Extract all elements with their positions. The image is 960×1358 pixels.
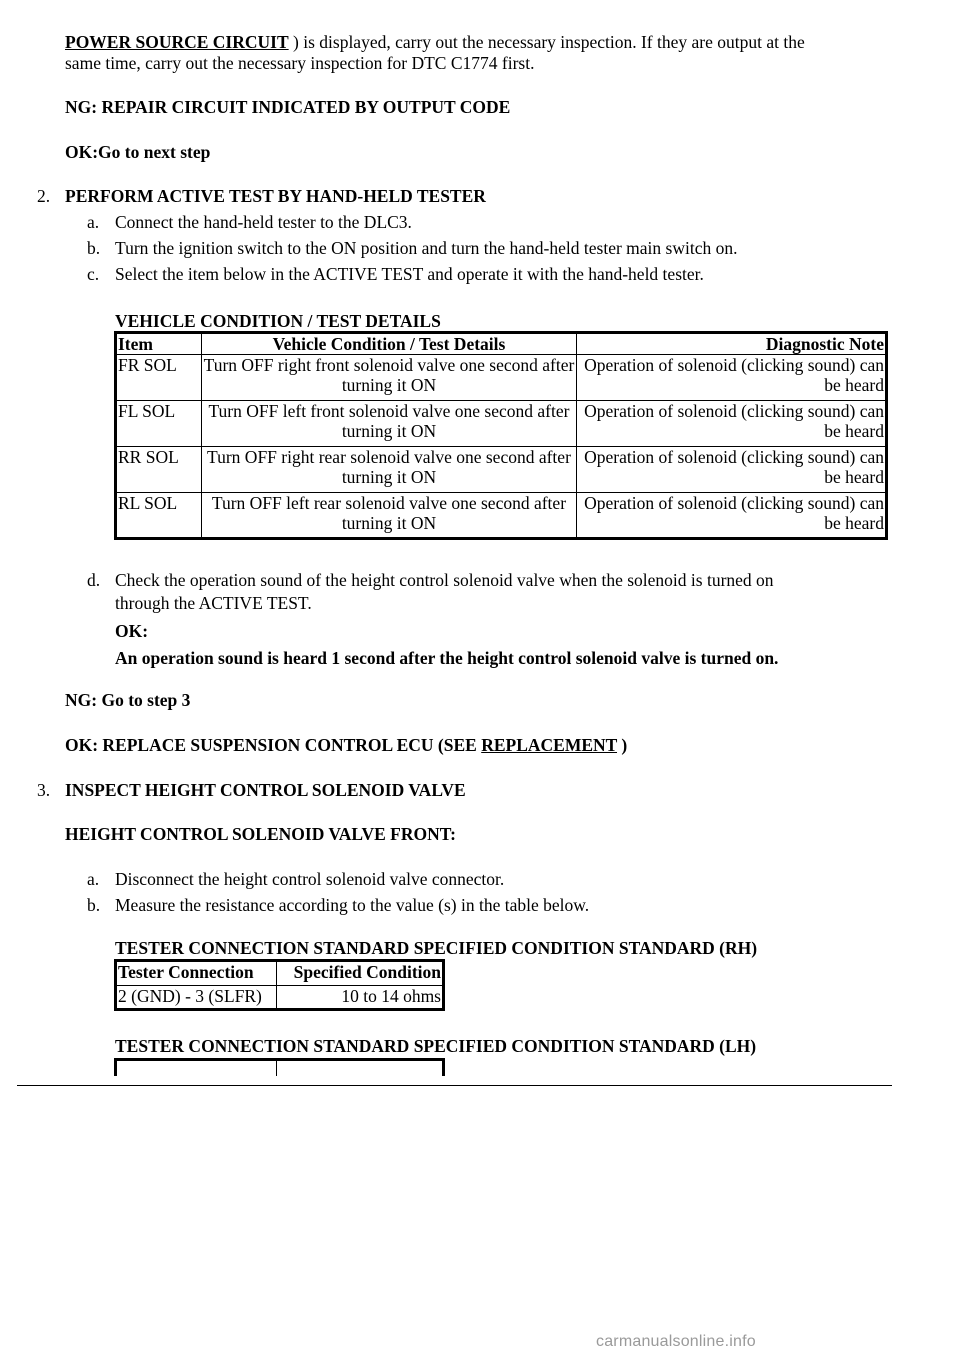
table-row xyxy=(116,986,444,1010)
ok-replace-ecu xyxy=(65,735,627,756)
cell-diagnostic-note: Operation of solenoid (clicking sound) can be heard xyxy=(577,447,887,493)
step-2c-text: Select the item below in the ACTIVE TEST and operate it with the hand-held tester. xyxy=(115,264,704,284)
intro-line-1 xyxy=(65,32,805,53)
step-2d-text-line-1: Check the operation sound of the height control solenoid valve when the solenoid is turned on xyxy=(115,570,774,590)
step-3-title: INSPECT HEIGHT CONTROL SOLENOID VALVE xyxy=(65,780,466,800)
step-3b-text: Measure the resistance according to the value (s) in the table below. xyxy=(115,895,590,915)
cell-item: FL SOL xyxy=(116,401,202,447)
lh-table-column-divider xyxy=(276,1058,277,1076)
intro-text: ) is displayed, carry out the necessary inspection. If they are output at the xyxy=(288,32,805,52)
intro-line-2: same time, carry out the necessary inspection for DTC C1774 first. xyxy=(65,53,535,73)
header-vehicle-condition: Vehicle Condition / Test Details xyxy=(201,333,576,355)
cell-specified-condition: 10 to 14 ohms xyxy=(276,986,443,1010)
lh-table-right-border xyxy=(442,1058,445,1076)
header-item: Item xyxy=(116,333,202,355)
lh-table-title: TESTER CONNECTION STANDARD SPECIFIED CONDITION STANDARD (LH) xyxy=(115,1036,757,1056)
step-2d-text-line-2: through the ACTIVE TEST. xyxy=(115,593,312,613)
step-3-subtitle: HEIGHT CONTROL SOLENOID VALVE FRONT: xyxy=(65,824,456,844)
step-2a-text: Connect the hand-held tester to the DLC3. xyxy=(115,212,412,232)
ng-go-to-step-3: NG: Go to step 3 xyxy=(65,690,191,710)
table-row xyxy=(116,401,887,447)
step-3-number: 3. xyxy=(37,780,51,800)
cell-item: RR SOL xyxy=(116,447,202,493)
table-header-row xyxy=(116,961,444,986)
ok-replace-ecu-suffix: ) xyxy=(617,735,628,755)
header-diagnostic-note: Diagnostic Note xyxy=(577,333,887,355)
step-2a-letter: a. xyxy=(87,212,100,232)
cell-vehicle-condition: Turn OFF left front solenoid valve one second after turning it ON xyxy=(201,401,576,447)
cell-tester-connection: 2 (GND) - 3 (SLFR) xyxy=(116,986,277,1010)
step-2d-letter: d. xyxy=(87,570,101,590)
header-specified-condition: Specified Condition xyxy=(276,961,443,986)
cell-vehicle-condition: Turn OFF right rear solenoid valve one second after turning it ON xyxy=(201,447,576,493)
step-2-ok-label: OK: xyxy=(115,621,149,641)
table-row xyxy=(116,447,887,493)
step-2-number: 2. xyxy=(37,186,51,206)
table-row xyxy=(116,355,887,401)
table-header-row xyxy=(116,333,887,355)
vehicle-condition-table xyxy=(114,331,888,540)
cell-vehicle-condition: Turn OFF right front solenoid valve one second after turning it ON xyxy=(201,355,576,401)
replacement-link[interactable]: REPLACEMENT xyxy=(481,735,618,755)
rh-resistance-table xyxy=(114,959,445,1011)
power-source-circuit-link[interactable]: POWER SOURCE CIRCUIT xyxy=(65,32,289,52)
cell-diagnostic-note: Operation of solenoid (clicking sound) can be heard xyxy=(577,355,887,401)
cell-diagnostic-note: Operation of solenoid (clicking sound) can be heard xyxy=(577,401,887,447)
ok-next-step: OK:Go to next step xyxy=(65,142,211,162)
cell-diagnostic-note: Operation of solenoid (clicking sound) can be heard xyxy=(577,493,887,539)
table-row xyxy=(116,493,887,539)
watermark: carmanualsonline.info xyxy=(596,1333,756,1350)
cell-vehicle-condition: Turn OFF left rear solenoid valve one second after turning it ON xyxy=(201,493,576,539)
cell-item: FR SOL xyxy=(116,355,202,401)
cell-item: RL SOL xyxy=(116,493,202,539)
ng-repair-circuit: NG: REPAIR CIRCUIT INDICATED BY OUTPUT CODE xyxy=(65,97,511,117)
lh-table-top-border xyxy=(114,1058,445,1061)
vehicle-condition-table-title: VEHICLE CONDITION / TEST DETAILS xyxy=(115,311,441,331)
step-2c-letter: c. xyxy=(87,264,100,284)
step-2b-letter: b. xyxy=(87,238,101,258)
step-2-title: PERFORM ACTIVE TEST BY HAND-HELD TESTER xyxy=(65,186,486,206)
step-2-ok-criteria: An operation sound is heard 1 second after the height control solenoid valve is turned on. xyxy=(115,648,779,668)
step-3a-text: Disconnect the height control solenoid valve connector. xyxy=(115,869,505,889)
step-3b-letter: b. xyxy=(87,895,101,915)
lh-table-left-border xyxy=(114,1058,117,1076)
ok-replace-ecu-text: OK: REPLACE SUSPENSION CONTROL ECU (SEE xyxy=(65,735,482,755)
rh-table-title: TESTER CONNECTION STANDARD SPECIFIED CONDITION STANDARD (RH) xyxy=(115,938,758,958)
header-tester-connection: Tester Connection xyxy=(116,961,277,986)
step-2b-text: Turn the ignition switch to the ON position and turn the hand-held tester main switch on. xyxy=(115,238,738,258)
page-separator-line xyxy=(17,1085,892,1086)
step-3a-letter: a. xyxy=(87,869,100,889)
